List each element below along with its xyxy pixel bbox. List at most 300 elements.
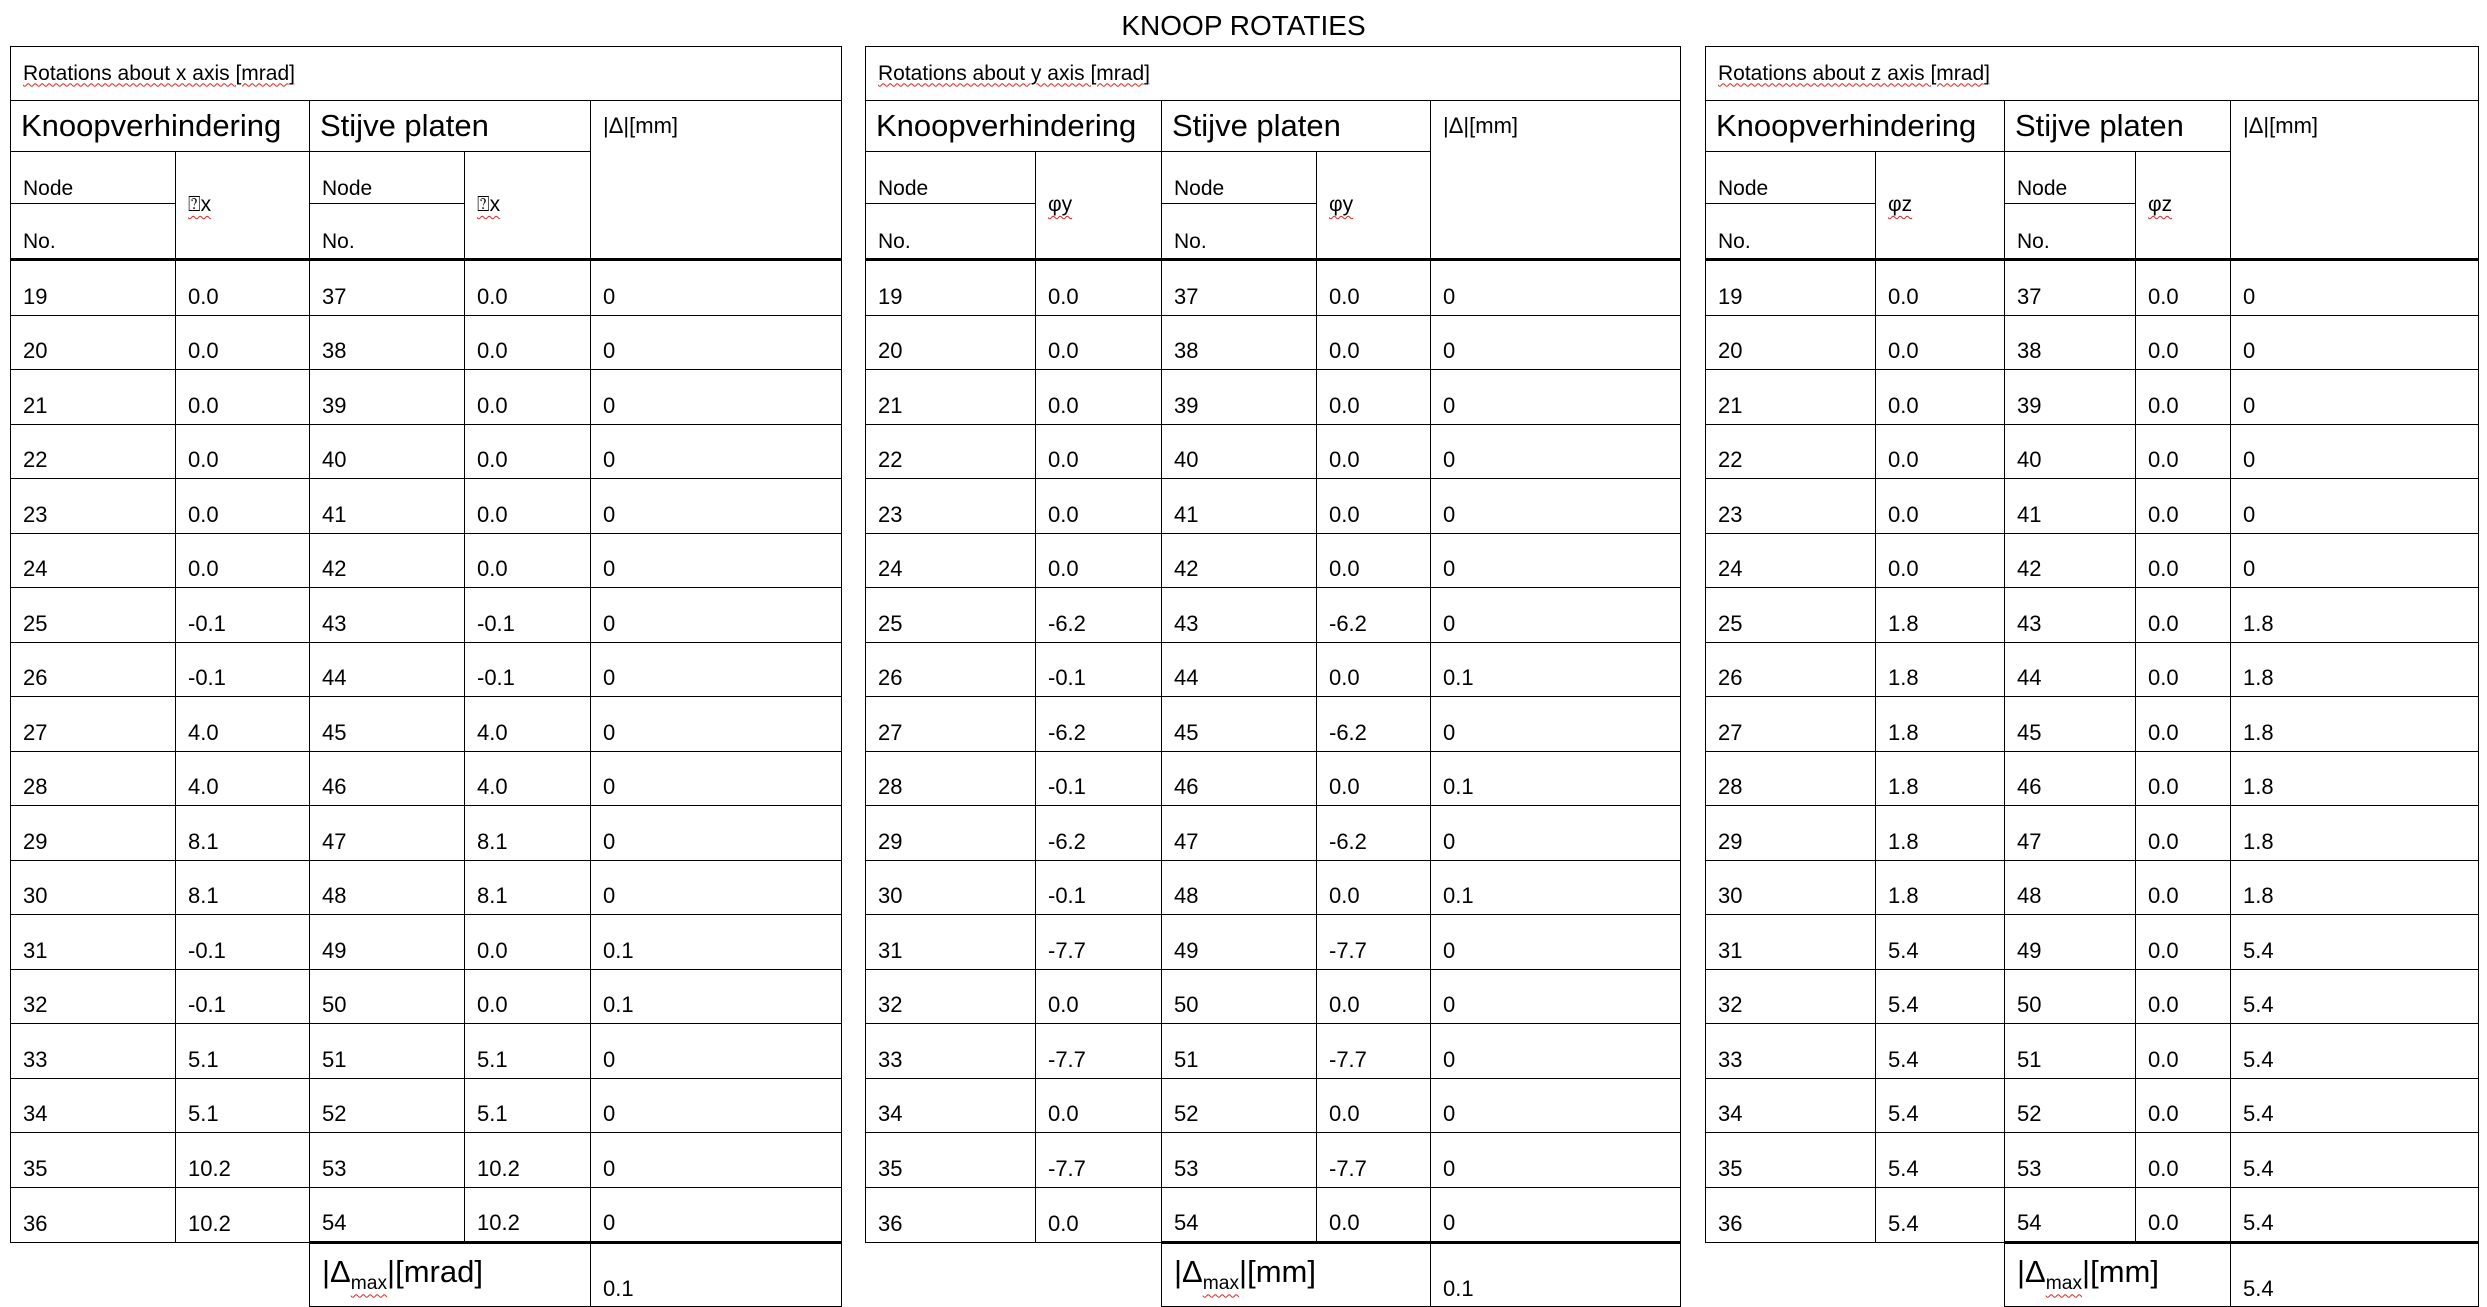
cell-value-left: 8.1 xyxy=(176,806,310,861)
cell-value-left: -7.7 xyxy=(1036,915,1162,970)
table-row xyxy=(866,969,1681,1024)
cell-node-right: 42 xyxy=(310,533,465,588)
table-row xyxy=(866,424,1681,479)
max-label-sub: max xyxy=(350,1273,388,1295)
no-header: No. xyxy=(310,204,465,260)
max-label xyxy=(2005,1243,2231,1307)
table-row xyxy=(1706,969,2479,1024)
table-row xyxy=(866,642,1681,697)
cell-value-right: 10.2 xyxy=(465,1187,591,1243)
cell-delta-value: 0 xyxy=(1431,260,1681,316)
table-row xyxy=(1706,1187,2479,1243)
node-header: Node xyxy=(11,152,176,204)
group-header-stijve-platen: Stijve platen xyxy=(310,101,591,152)
table-row xyxy=(11,1133,842,1188)
cell-node-right: 43 xyxy=(310,588,465,643)
cell-value-left: 10.2 xyxy=(176,1187,310,1243)
node-header: Node xyxy=(2005,152,2136,204)
cell-node-right: 46 xyxy=(2005,751,2136,806)
cell-node-left: 29 xyxy=(1706,806,1876,861)
table-row xyxy=(866,915,1681,970)
cell-node-left: 21 xyxy=(11,370,176,425)
cell-value-left: 1.8 xyxy=(1876,588,2005,643)
cell-node-left: 26 xyxy=(1706,642,1876,697)
cell-node-left: 20 xyxy=(1706,315,1876,370)
cell-value-right: 0.0 xyxy=(465,969,591,1024)
cell-value-left: 5.4 xyxy=(1876,1133,2005,1188)
cell-node-right: 52 xyxy=(2005,1078,2136,1133)
cell-value-right: 0.0 xyxy=(2136,969,2231,1024)
cell-value-right: 0.0 xyxy=(465,915,591,970)
cell-value-right: -0.1 xyxy=(465,588,591,643)
max-value: 0.1 xyxy=(591,1243,842,1307)
cell-node-right: 45 xyxy=(310,697,465,752)
cell-node-left: 34 xyxy=(1706,1078,1876,1133)
cell-value-left: 0.0 xyxy=(176,370,310,425)
cell-delta-value: 0.1 xyxy=(591,969,842,1024)
max-label xyxy=(310,1243,591,1307)
cell-value-right: 4.0 xyxy=(465,751,591,806)
table-row xyxy=(866,588,1681,643)
cell-node-right: 53 xyxy=(1162,1133,1317,1188)
no-header: No. xyxy=(1706,204,1876,260)
cell-delta-value: 0.1 xyxy=(1431,860,1681,915)
cell-value-right: 0.0 xyxy=(2136,915,2231,970)
cell-node-left: 20 xyxy=(866,315,1036,370)
cell-node-left: 36 xyxy=(1706,1187,1876,1243)
cell-delta-value: 0 xyxy=(2231,533,2479,588)
cell-value-right: 0.0 xyxy=(2136,751,2231,806)
cell-value-right: -6.2 xyxy=(1317,806,1431,861)
symbol-text: φz xyxy=(2148,193,2173,216)
cell-node-right: 50 xyxy=(1162,969,1317,1024)
table-row xyxy=(11,1187,842,1243)
cell-delta-value: 5.4 xyxy=(2231,1024,2479,1079)
cell-node-right: 45 xyxy=(1162,697,1317,752)
table-row xyxy=(1706,533,2479,588)
table-row xyxy=(1706,479,2479,534)
cell-value-right: 0.0 xyxy=(465,533,591,588)
cell-delta-value: 0 xyxy=(591,1133,842,1188)
table-row xyxy=(1706,1078,2479,1133)
table-row xyxy=(11,915,842,970)
cell-value-left: 0.0 xyxy=(1036,1078,1162,1133)
cell-delta-value: 1.8 xyxy=(2231,697,2479,752)
group-header-knoopverhindering: Knoopverhindering xyxy=(11,101,310,152)
cell-value-right: 0.0 xyxy=(1317,1187,1431,1243)
cell-node-right: 52 xyxy=(1162,1078,1317,1133)
cell-node-right: 39 xyxy=(310,370,465,425)
cell-node-left: 25 xyxy=(11,588,176,643)
cell-node-right: 43 xyxy=(2005,588,2136,643)
cell-node-right: 38 xyxy=(310,315,465,370)
table-row xyxy=(11,697,842,752)
cell-node-right: 39 xyxy=(1162,370,1317,425)
table-row xyxy=(11,370,842,425)
table-row xyxy=(866,751,1681,806)
cell-delta-value: 0 xyxy=(591,1187,842,1243)
cell-node-left: 35 xyxy=(11,1133,176,1188)
cell-node-left: 27 xyxy=(11,697,176,752)
cell-delta-value: 0 xyxy=(1431,1187,1681,1243)
cell-value-left: 0.0 xyxy=(1876,479,2005,534)
symbol-text: φy xyxy=(1329,193,1354,216)
cell-delta-value: 0 xyxy=(1431,1078,1681,1133)
cell-node-right: 49 xyxy=(310,915,465,970)
cell-node-left: 22 xyxy=(11,424,176,479)
cell-value-left: -0.1 xyxy=(1036,860,1162,915)
cell-node-right: 48 xyxy=(310,860,465,915)
cell-node-left: 26 xyxy=(866,642,1036,697)
cell-node-right: 50 xyxy=(2005,969,2136,1024)
cell-node-right: 49 xyxy=(2005,915,2136,970)
cell-value-left: 0.0 xyxy=(1036,315,1162,370)
node-header: Node xyxy=(1706,152,1876,204)
cell-delta-value: 0 xyxy=(591,533,842,588)
cell-node-left: 33 xyxy=(11,1024,176,1079)
cell-value-right: 0.0 xyxy=(2136,424,2231,479)
cell-value-left: 10.2 xyxy=(176,1133,310,1188)
cell-value-left: -0.1 xyxy=(176,642,310,697)
cell-value-left: 0.0 xyxy=(1876,260,2005,316)
no-header: No. xyxy=(1162,204,1317,260)
cell-value-left: 1.8 xyxy=(1876,860,2005,915)
delta-header: |Δ|[mm] xyxy=(591,101,842,260)
cell-node-left: 32 xyxy=(1706,969,1876,1024)
cell-value-left: 0.0 xyxy=(1036,370,1162,425)
cell-node-left: 21 xyxy=(1706,370,1876,425)
cell-node-left: 30 xyxy=(1706,860,1876,915)
cell-node-right: 49 xyxy=(1162,915,1317,970)
cell-value-right: -6.2 xyxy=(1317,697,1431,752)
cell-value-left: -0.1 xyxy=(1036,751,1162,806)
cell-value-right: 0.0 xyxy=(1317,315,1431,370)
table-row xyxy=(11,642,842,697)
cell-value-right: 0.0 xyxy=(2136,697,2231,752)
group-header-knoopverhindering: Knoopverhindering xyxy=(1706,101,2005,152)
cell-delta-value: 5.4 xyxy=(2231,1133,2479,1188)
max-label-pre: |Δ xyxy=(1174,1254,1203,1290)
cell-value-left: -7.7 xyxy=(1036,1024,1162,1079)
cell-node-right: 54 xyxy=(1162,1187,1317,1243)
cell-delta-value: 0 xyxy=(2231,479,2479,534)
table-row xyxy=(11,1024,842,1079)
symbol-header-left xyxy=(1036,152,1162,260)
cell-value-left: 5.4 xyxy=(1876,1078,2005,1133)
table-row xyxy=(866,1078,1681,1133)
cell-delta-value: 0 xyxy=(591,424,842,479)
no-header: No. xyxy=(866,204,1036,260)
cell-value-right: 0.0 xyxy=(2136,860,2231,915)
table-row xyxy=(866,479,1681,534)
cell-value-left: 5.4 xyxy=(1876,915,2005,970)
table-row xyxy=(866,370,1681,425)
cell-node-left: 22 xyxy=(866,424,1036,479)
table-row xyxy=(11,588,842,643)
cell-value-right: 0.0 xyxy=(2136,806,2231,861)
cell-node-right: 44 xyxy=(2005,642,2136,697)
cell-node-right: 51 xyxy=(310,1024,465,1079)
node-header: Node xyxy=(866,152,1036,204)
cell-delta-value: 0 xyxy=(2231,424,2479,479)
table-row xyxy=(11,424,842,479)
cell-node-left: 24 xyxy=(866,533,1036,588)
cell-delta-value: 1.8 xyxy=(2231,806,2479,861)
cell-node-left: 30 xyxy=(866,860,1036,915)
rotation-table-0 xyxy=(10,46,842,1307)
cell-delta-value: 5.4 xyxy=(2231,915,2479,970)
cell-node-left: 28 xyxy=(11,751,176,806)
table-row xyxy=(866,1133,1681,1188)
cell-node-right: 54 xyxy=(2005,1187,2136,1243)
symbol-header-right xyxy=(2136,152,2231,260)
table-row xyxy=(11,751,842,806)
cell-value-left: 5.4 xyxy=(1876,1187,2005,1243)
rotation-table xyxy=(865,46,1681,1307)
cell-value-left: 1.8 xyxy=(1876,697,2005,752)
cell-delta-value: 5.4 xyxy=(2231,1187,2479,1243)
table-row xyxy=(1706,315,2479,370)
cell-delta-value: 0.1 xyxy=(591,915,842,970)
table-row xyxy=(1706,860,2479,915)
cell-value-left: 0.0 xyxy=(1876,424,2005,479)
cell-delta-value: 0 xyxy=(591,315,842,370)
cell-node-left: 35 xyxy=(1706,1133,1876,1188)
cell-value-left: 0.0 xyxy=(176,260,310,316)
cell-value-right: 0.0 xyxy=(2136,260,2231,316)
cell-value-left: 1.8 xyxy=(1876,806,2005,861)
cell-value-left: 0.0 xyxy=(1036,1187,1162,1243)
cell-node-right: 40 xyxy=(1162,424,1317,479)
cell-delta-value: 0 xyxy=(1431,915,1681,970)
table-row xyxy=(11,806,842,861)
cell-value-left: 0.0 xyxy=(1036,969,1162,1024)
cell-value-right: -7.7 xyxy=(1317,915,1431,970)
cell-node-left: 25 xyxy=(866,588,1036,643)
cell-value-left: 0.0 xyxy=(1036,533,1162,588)
cell-delta-value: 0 xyxy=(591,806,842,861)
cell-node-right: 38 xyxy=(1162,315,1317,370)
cell-value-left: -0.1 xyxy=(176,969,310,1024)
symbol-text: φz xyxy=(1888,193,1913,216)
table-row xyxy=(11,860,842,915)
cell-delta-value: 5.4 xyxy=(2231,1078,2479,1133)
cell-value-right: 0.0 xyxy=(1317,1078,1431,1133)
cell-value-left: 1.8 xyxy=(1876,751,2005,806)
max-row xyxy=(1706,1243,2479,1307)
cell-delta-value: 0 xyxy=(591,1078,842,1133)
rotation-table xyxy=(10,46,842,1307)
cell-delta-value: 1.8 xyxy=(2231,588,2479,643)
cell-node-left: 32 xyxy=(866,969,1036,1024)
cell-node-left: 23 xyxy=(866,479,1036,534)
table-row xyxy=(1706,1133,2479,1188)
max-label-post: |[mrad] xyxy=(387,1254,483,1290)
no-header: No. xyxy=(2005,204,2136,260)
cell-value-left: -0.1 xyxy=(176,915,310,970)
table-row xyxy=(866,860,1681,915)
cell-delta-value: 0 xyxy=(2231,260,2479,316)
page-title: KNOOP ROTATIES xyxy=(1121,10,1366,41)
cell-node-left: 28 xyxy=(866,751,1036,806)
cell-delta-value: 0 xyxy=(591,697,842,752)
cell-node-left: 20 xyxy=(11,315,176,370)
cell-value-left: 0.0 xyxy=(1036,424,1162,479)
cell-value-right: 0.0 xyxy=(1317,642,1431,697)
cell-value-left: -6.2 xyxy=(1036,697,1162,752)
symbol-header-right xyxy=(1317,152,1431,260)
cell-value-left: 0.0 xyxy=(176,315,310,370)
cell-node-right: 50 xyxy=(310,969,465,1024)
max-value: 0.1 xyxy=(1431,1243,1681,1307)
table-row xyxy=(866,533,1681,588)
cell-value-right: 5.1 xyxy=(465,1024,591,1079)
cell-value-right: 8.1 xyxy=(465,860,591,915)
cell-delta-value: 0 xyxy=(2231,315,2479,370)
cell-value-left: -7.7 xyxy=(1036,1133,1162,1188)
rotation-table-1 xyxy=(865,46,1681,1307)
cell-node-left: 19 xyxy=(866,260,1036,316)
cell-node-right: 45 xyxy=(2005,697,2136,752)
max-value: 5.4 xyxy=(2231,1243,2479,1307)
cell-value-left: 4.0 xyxy=(176,697,310,752)
caption-text: Rotations about z axis [mrad] xyxy=(1718,61,1990,85)
cell-value-right: 0.0 xyxy=(2136,1133,2231,1188)
delta-header: |Δ|[mm] xyxy=(2231,101,2479,260)
cell-node-left: 24 xyxy=(11,533,176,588)
cell-node-right: 41 xyxy=(1162,479,1317,534)
cell-node-right: 40 xyxy=(2005,424,2136,479)
table-row xyxy=(1706,1024,2479,1079)
cell-delta-value: 0 xyxy=(1431,588,1681,643)
cell-node-left: 23 xyxy=(11,479,176,534)
table-row xyxy=(11,1078,842,1133)
table-row xyxy=(866,260,1681,316)
cell-value-right: 10.2 xyxy=(465,1133,591,1188)
cell-delta-value: 0 xyxy=(1431,370,1681,425)
cell-node-left: 36 xyxy=(866,1187,1036,1243)
max-row xyxy=(866,1243,1681,1307)
cell-node-left: 24 xyxy=(1706,533,1876,588)
cell-value-right: 0.0 xyxy=(465,260,591,316)
cell-node-left: 21 xyxy=(866,370,1036,425)
cell-value-right: 0.0 xyxy=(2136,479,2231,534)
cell-value-right: 0.0 xyxy=(1317,969,1431,1024)
cell-node-left: 31 xyxy=(866,915,1036,970)
table-row xyxy=(866,697,1681,752)
cell-node-right: 51 xyxy=(2005,1024,2136,1079)
cell-delta-value: 0 xyxy=(1431,1133,1681,1188)
cell-node-right: 38 xyxy=(2005,315,2136,370)
cell-delta-value: 0 xyxy=(1431,424,1681,479)
cell-value-right: 0.0 xyxy=(465,370,591,425)
cell-delta-value: 0 xyxy=(591,751,842,806)
cell-delta-value: 1.8 xyxy=(2231,751,2479,806)
symbol-text: ⍰x xyxy=(188,193,212,216)
cell-delta-value: 0.1 xyxy=(1431,751,1681,806)
cell-node-left: 30 xyxy=(11,860,176,915)
cell-value-right: -0.1 xyxy=(465,642,591,697)
cell-value-right: -7.7 xyxy=(1317,1024,1431,1079)
cell-value-right: 5.1 xyxy=(465,1078,591,1133)
cell-node-left: 23 xyxy=(1706,479,1876,534)
table-row xyxy=(11,315,842,370)
cell-value-left: -0.1 xyxy=(1036,642,1162,697)
cell-value-left: 5.1 xyxy=(176,1078,310,1133)
cell-delta-value: 0 xyxy=(1431,533,1681,588)
cell-value-right: -6.2 xyxy=(1317,588,1431,643)
rotation-table xyxy=(1705,46,2479,1307)
cell-delta-value: 0 xyxy=(2231,370,2479,425)
cell-node-right: 42 xyxy=(1162,533,1317,588)
cell-delta-value: 0 xyxy=(1431,806,1681,861)
caption-text: Rotations about y axis [mrad] xyxy=(878,61,1150,85)
cell-value-left: -6.2 xyxy=(1036,588,1162,643)
max-label-sub: max xyxy=(1202,1273,1240,1295)
cell-node-right: 48 xyxy=(2005,860,2136,915)
cell-delta-value: 1.8 xyxy=(2231,860,2479,915)
cell-value-right: 4.0 xyxy=(465,697,591,752)
table-row xyxy=(1706,751,2479,806)
cell-node-right: 46 xyxy=(310,751,465,806)
cell-node-right: 42 xyxy=(2005,533,2136,588)
cell-node-right: 37 xyxy=(1162,260,1317,316)
cell-value-right: 0.0 xyxy=(1317,751,1431,806)
cell-value-right: 0.0 xyxy=(1317,479,1431,534)
node-header: Node xyxy=(310,152,465,204)
cell-node-left: 35 xyxy=(866,1133,1036,1188)
cell-node-right: 54 xyxy=(310,1187,465,1243)
cell-node-left: 19 xyxy=(1706,260,1876,316)
cell-node-left: 32 xyxy=(11,969,176,1024)
cell-node-left: 25 xyxy=(1706,588,1876,643)
table-row xyxy=(1706,806,2479,861)
cell-delta-value: 0 xyxy=(591,588,842,643)
cell-node-right: 53 xyxy=(310,1133,465,1188)
group-header-stijve-platen: Stijve platen xyxy=(1162,101,1431,152)
cell-delta-value: 5.4 xyxy=(2231,969,2479,1024)
cell-node-left: 36 xyxy=(11,1187,176,1243)
cell-value-right: 0.0 xyxy=(2136,588,2231,643)
cell-value-left: 0.0 xyxy=(176,533,310,588)
cell-delta-value: 1.8 xyxy=(2231,642,2479,697)
cell-node-right: 43 xyxy=(1162,588,1317,643)
cell-value-left: 8.1 xyxy=(176,860,310,915)
cell-node-left: 29 xyxy=(11,806,176,861)
cell-value-left: 0.0 xyxy=(176,424,310,479)
cell-node-left: 27 xyxy=(866,697,1036,752)
max-label-pre: |Δ xyxy=(322,1254,351,1290)
symbol-header-left xyxy=(176,152,310,260)
cell-value-right: 0.0 xyxy=(2136,1078,2231,1133)
max-label-sub: max xyxy=(2045,1273,2083,1295)
cell-delta-value: 0 xyxy=(1431,969,1681,1024)
table-row xyxy=(11,969,842,1024)
max-label-post: |[mm] xyxy=(2082,1254,2159,1290)
table-row xyxy=(1706,588,2479,643)
cell-delta-value: 0 xyxy=(591,860,842,915)
cell-node-left: 29 xyxy=(866,806,1036,861)
cell-delta-value: 0 xyxy=(591,370,842,425)
cell-delta-value: 0 xyxy=(591,1024,842,1079)
table-row xyxy=(11,479,842,534)
cell-value-right: 0.0 xyxy=(1317,260,1431,316)
table-row xyxy=(11,260,842,316)
max-row xyxy=(11,1243,842,1307)
cell-delta-value: 0 xyxy=(1431,697,1681,752)
cell-value-left: 0.0 xyxy=(1036,260,1162,316)
cell-node-left: 33 xyxy=(1706,1024,1876,1079)
